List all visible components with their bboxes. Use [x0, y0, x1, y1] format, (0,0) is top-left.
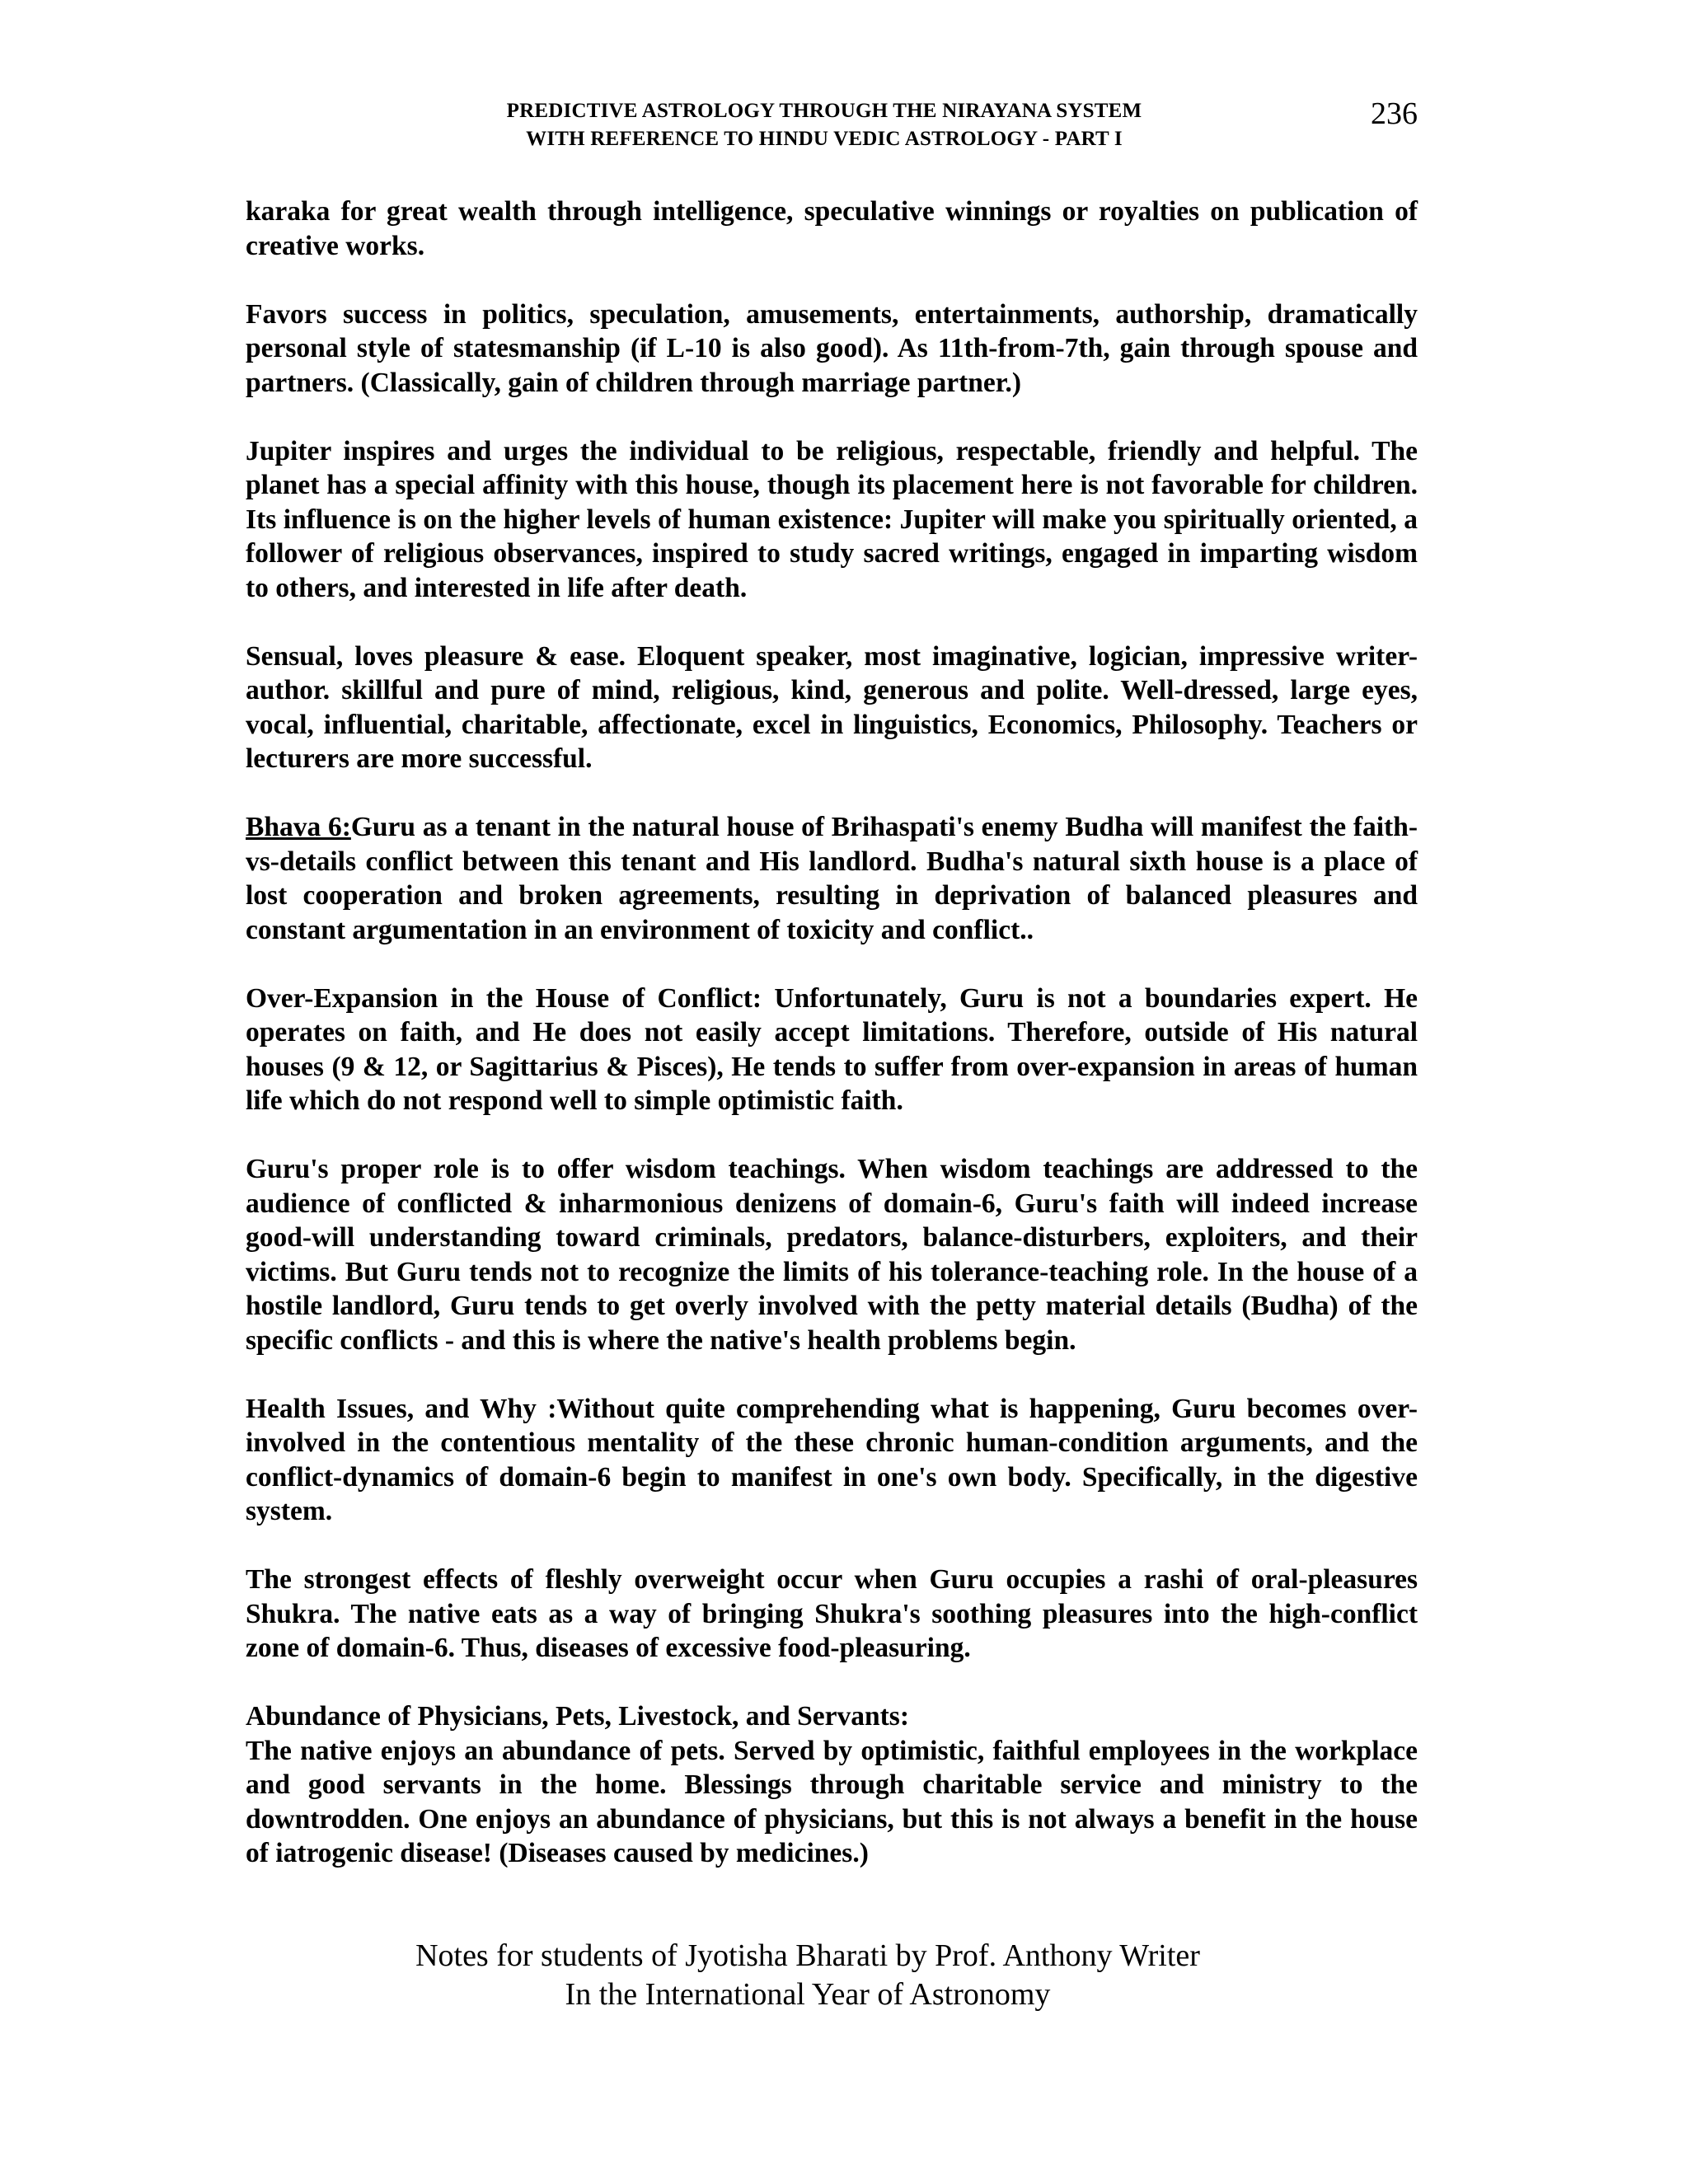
- bhava-6-text: Guru as a tenant in the natural house of Brihaspati's enemy Budha will manifest the faith-vs-details conflict between this tenant and His landlord. Budha's natural sixth house is a place of lost cooperation and broken agreements, resulting in deprivation of balanced pleasures and constant argumentation in an environment of toxicity and conflict..: [246, 812, 1418, 945]
- header-title-line-2: WITH REFERENCE TO HINDU VEDIC ASTROLOGY - PART I: [526, 128, 1123, 150]
- footer-line-2: In the International Year of Astronomy: [565, 1977, 1051, 2012]
- paragraph-bhava-6: [246, 810, 1418, 947]
- body-text: [246, 194, 1418, 1905]
- paragraph-karaka: karaka for great wealth through intelligence, speculative winnings or royalties on publication of creative works.: [246, 196, 1418, 261]
- paragraph-overweight: The strongest effects of fleshly overweight occur when Guru occupies a rashi of oral-pleasures Shukra. The native eats as a way of bringing Shukra's soothing pleasures into the high-conflict zone of domain-6. Thus, diseases of excessive food-pleasuring.: [246, 1564, 1418, 1663]
- paragraph-health-issues: Health Issues, and Why :Without quite comprehending what is happening, Guru becomes over-involved in the contentious mentality of the these chronic human-condition arguments, and the conflict-dynamics of domain-6 begin to manifest in one's own body. Specifically, in the digestive system.: [246, 1393, 1418, 1526]
- paragraph-jupiter-inspires: Jupiter inspires and urges the individual to be religious, respectable, friendly and helpful. The planet has a special affinity with this house, though its placement here is not favorable for children. Its influence is on the higher levels of human existence: Jupiter will make you spiritually oriented, a follower of religious observances, inspired to study sacred writings, engaged in imparting wisdom to others, and interested in life after death.: [246, 435, 1418, 603]
- footer-line-1: Notes for students of Jyotisha Bharati by Prof. Anthony Writer: [415, 1938, 1200, 1973]
- paragraph-abundance: The native enjoys an abundance of pets. Served by optimistic, faithful employees in the workplace and good servants in the home. Blessings through charitable service and ministry to the downtrodden. One enjoys an abundance of physicians, but this is not always a benefit in the house of iatrogenic disease! (Diseases caused by medicines.): [246, 1735, 1418, 1868]
- paragraph-sensual: Sensual, loves pleasure & ease. Eloquent speaker, most imaginative, logician, impressive writer-author. skillful and pure of mind, religious, kind, generous and polite. Well-dressed, large eyes, vocal, influential, charitable, affectionate, excel in linguistics, Economics, Philosophy. Teachers or lecturers are more successful.: [246, 640, 1418, 774]
- section-heading-abundance: Abundance of Physicians, Pets, Livestock, and Servants:: [246, 1701, 909, 1732]
- page-number: 236: [1371, 96, 1418, 131]
- bhava-6-label: Bhava 6:: [246, 812, 351, 842]
- header-title-line-1: PREDICTIVE ASTROLOGY THROUGH THE NIRAYANA SYSTEM: [506, 100, 1142, 122]
- paragraph-favors: Favors success in politics, speculation, amusements, entertainments, authorship, dramatically personal style of statesmanship (if L-10 is also good). As 11th-from-7th, gain through spouse and partners. (Classically, gain of children through marriage partner.): [246, 298, 1418, 398]
- running-header: [412, 97, 1236, 153]
- page-footer: [247, 1937, 1368, 2014]
- paragraph-over-expansion: Over-Expansion in the House of Conflict: Unfortunately, Guru is not a boundaries expert. He operates on faith, and He does not easily accept limitations. Therefore, outside of His natural houses (9 & 12, or Sagittarius & Pisces), He tends to suffer from over-expansion in areas of human life which do not respond well to simple optimistic faith.: [246, 982, 1418, 1116]
- paragraph-guru-role: Guru's proper role is to offer wisdom teachings. When wisdom teachings are addressed to the audience of conflicted & inharmonious denizens of domain-6, Guru's faith will indeed increase good-will understanding toward criminals, predators, balance-disturbers, exploiters, and their victims. But Guru tends not to recognize the limits of his tolerance-teaching role. In the house of a hostile landlord, Guru tends to get overly involved with the petty material details (Budha) of the specific conflicts - and this is where the native's health problems begin.: [246, 1154, 1418, 1356]
